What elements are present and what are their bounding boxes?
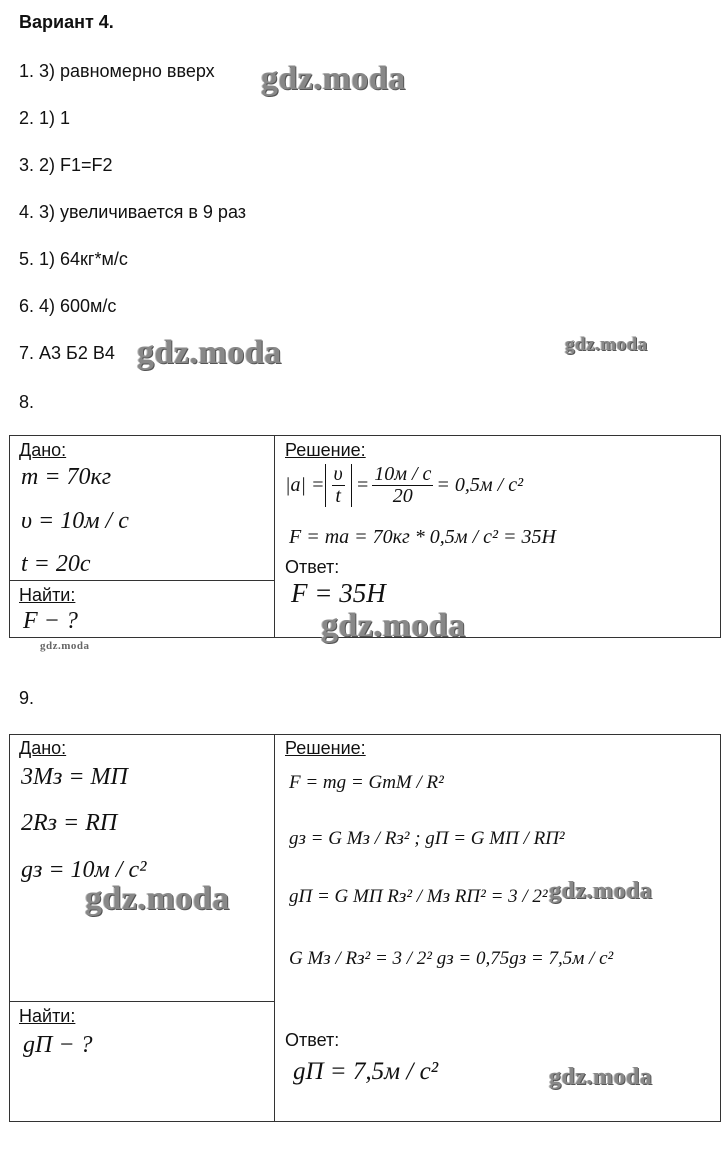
task9-given-gravity: gз = 10м / с² bbox=[21, 857, 147, 883]
answer-line-1: 1. 3) равномерно вверх bbox=[19, 61, 215, 81]
task8-eq1-denominator2: 20 bbox=[392, 485, 413, 507]
task8-given-mass: m = 70кг bbox=[21, 464, 112, 490]
answer-line-7: 7. А3 Б2 В4 bbox=[19, 343, 115, 363]
task8-eq1-numerator: υ bbox=[333, 463, 343, 485]
task9-dano-label: Дано: bbox=[19, 738, 67, 758]
task9-divider-vertical bbox=[274, 734, 275, 1122]
task8-divider-horizontal bbox=[9, 580, 274, 581]
task8-find-label: Найти: bbox=[19, 585, 76, 605]
watermark-logo: gdz.moda bbox=[85, 880, 230, 917]
answer-line-5: 5. 1) 64кг*м/с bbox=[19, 249, 128, 269]
task8-divider-vertical bbox=[274, 435, 275, 638]
task9-equation-result: G Mз / Rз² = 3 / 2² gз = 0,75gз = 7,5м / с² bbox=[289, 948, 614, 969]
task9-equation-g-definitions: gз = G Mз / Rз² ; gП = G MП / RП² bbox=[289, 828, 565, 849]
answer-line-3: 3. 2) F1=F2 bbox=[19, 155, 113, 175]
task9-given-radius-ratio: 2Rз = RП bbox=[21, 810, 118, 836]
task8-eq1-result: = 0,5м / с² bbox=[436, 474, 524, 496]
task8-answer-label: Ответ: bbox=[285, 557, 340, 577]
page-title: Вариант 4. bbox=[19, 12, 114, 32]
answer-line-2: 2. 1) 1 bbox=[19, 108, 71, 128]
task8-eq1-lhs: |a| = bbox=[285, 474, 325, 496]
watermark-logo: gdz.moda bbox=[137, 334, 282, 371]
watermark-logo: gdz.moda bbox=[40, 640, 90, 652]
task8-eq1-abs bbox=[325, 464, 352, 507]
task9-divider-horizontal bbox=[9, 1001, 274, 1002]
task8-answer-value: F = 35H bbox=[291, 578, 386, 608]
watermark-logo: gdz.moda bbox=[549, 1064, 653, 1090]
task9-answer-value: gП = 7,5м / с² bbox=[293, 1058, 439, 1085]
task9-answer-label: Ответ: bbox=[285, 1030, 340, 1050]
task8-eq1-fraction2 bbox=[372, 464, 433, 507]
task8-eq1-fraction bbox=[332, 464, 345, 507]
task9-find-value: gП − ? bbox=[23, 1032, 93, 1058]
answer-line-4: 4. 3) увеличивается в 9 раз bbox=[19, 202, 247, 222]
task8-given-time: t = 20с bbox=[21, 551, 91, 577]
task8-dano-label: Дано: bbox=[19, 440, 67, 460]
answer-line-8: 8. bbox=[19, 392, 35, 412]
task9-equation-g-ratio: gП = G MП Rз² / Mз RП² = 3 / 2² bbox=[289, 886, 548, 907]
task8-equation-force: F = ma = 70кг * 0,5м / с² = 35H bbox=[289, 526, 556, 548]
watermark-logo: gdz.moda bbox=[261, 60, 406, 97]
watermark-logo: gdz.moda bbox=[565, 334, 648, 355]
task8-solution-label: Решение: bbox=[285, 440, 366, 460]
answer-line-6: 6. 4) 600м/с bbox=[19, 296, 117, 316]
task8-eq1-mid: = bbox=[355, 474, 370, 496]
task8-eq1-denominator: t bbox=[335, 485, 341, 507]
watermark-logo: gdz.moda bbox=[549, 878, 653, 904]
answer-line-9: 9. bbox=[19, 688, 35, 708]
task9-equation-law: F = mg = GmM / R² bbox=[289, 772, 444, 793]
task8-given-velocity: υ = 10м / с bbox=[21, 508, 129, 534]
task8-find-value: F − ? bbox=[23, 608, 78, 634]
task8-equation-acceleration bbox=[285, 464, 523, 507]
watermark-logo: gdz.moda bbox=[321, 607, 466, 644]
task9-solution-label: Решение: bbox=[285, 738, 366, 758]
task9-find-label: Найти: bbox=[19, 1006, 76, 1026]
task8-eq1-numerator2: 10м / с bbox=[374, 463, 432, 485]
task9-given-mass-ratio: 3Mз = MП bbox=[21, 764, 128, 790]
